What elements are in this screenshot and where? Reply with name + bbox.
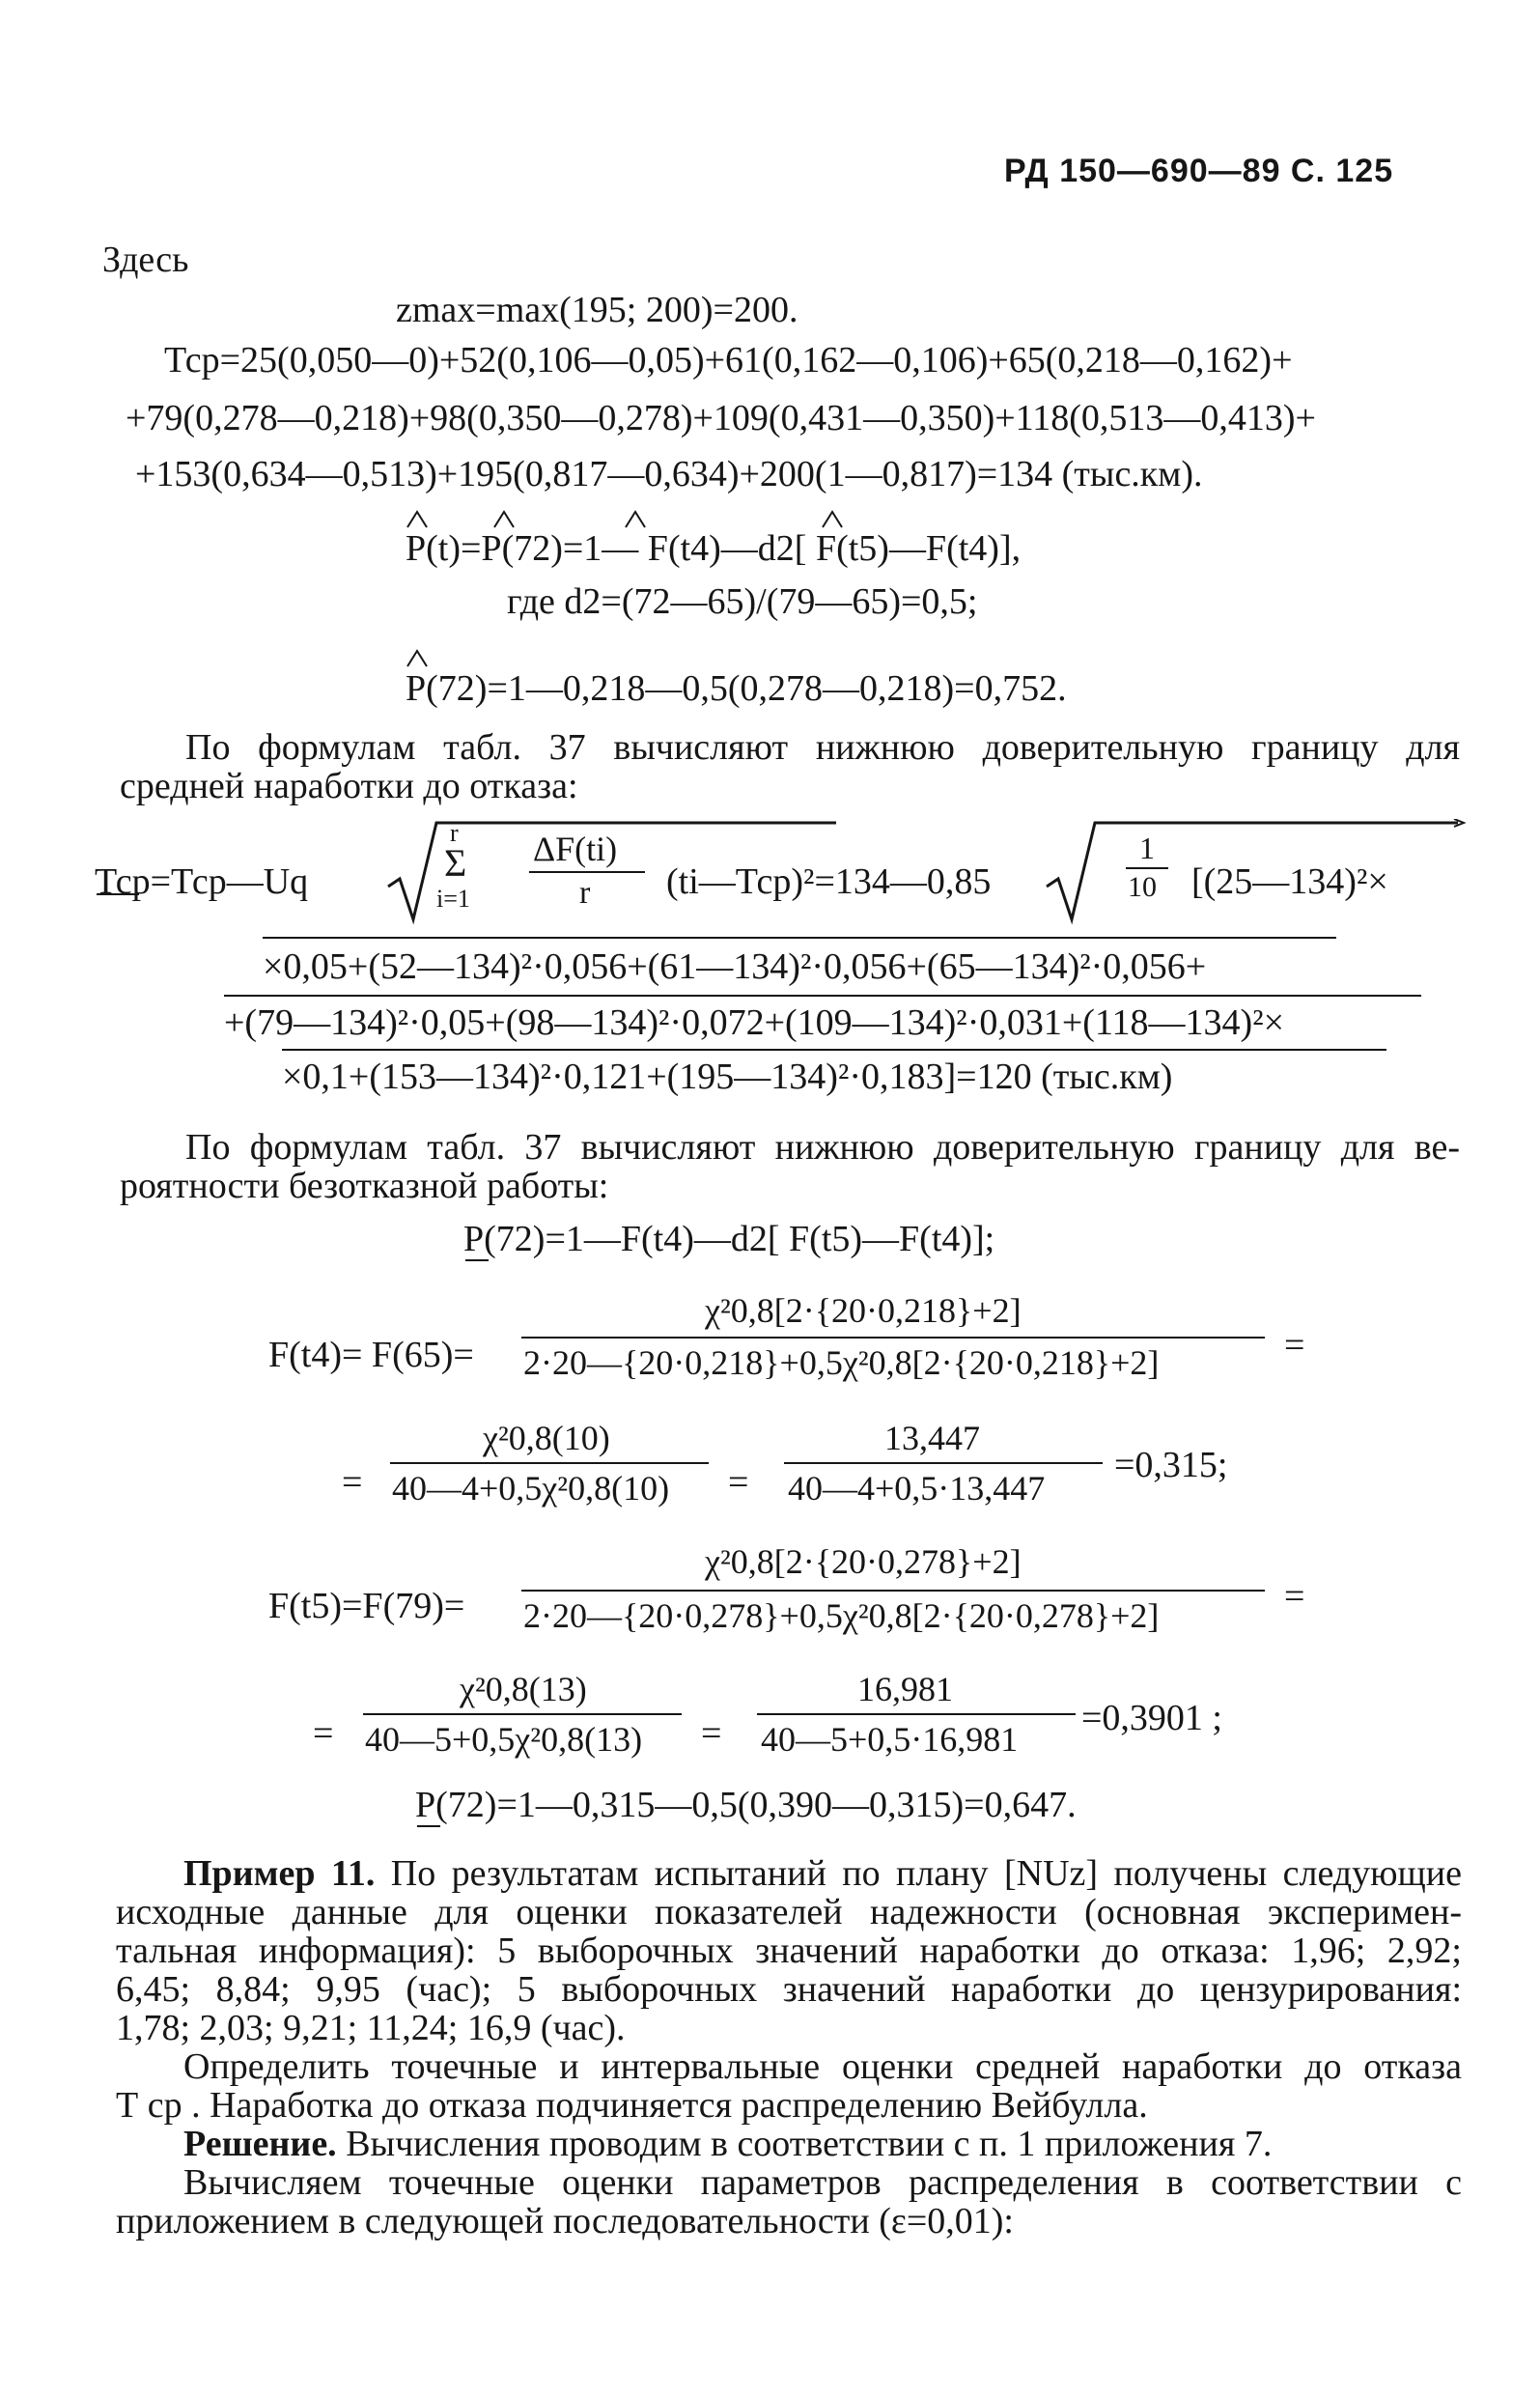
ft4-eq-3: = — [728, 1462, 749, 1503]
paragraph-line: 1,78; 2,03; 9,21; 11,24; 16,9 (час). — [116, 2008, 626, 2048]
underline-tcp — [97, 893, 139, 895]
formula-p72: P(72)=1—0,218—0,5(0,278—0,218)=0,752. — [406, 668, 1067, 709]
paragraph-line: По формулам табл. 37 вычисляют нижнюю доверительную границу для — [185, 727, 1460, 768]
ft4-c-denominator: 40—4+0,5·13,447 — [788, 1469, 1046, 1508]
paragraph-line: тальная информация): 5 выборочных значений наработки до отказа: 1,96; 2,92; — [116, 1931, 1462, 1971]
vinculum-row-3 — [224, 995, 1421, 997]
ft5-result: =0,3901 ; — [1081, 1698, 1222, 1738]
vinculum-row-4 — [282, 1049, 1386, 1051]
frac-numerator: ΔF(ti) — [533, 830, 618, 868]
paragraph-lower-bound-probability — [120, 1128, 1460, 1205]
paragraph-line: исходные данные для оценки показателей надежности (основная эксперимен- — [116, 1892, 1462, 1932]
ft5-eq-3: = — [701, 1713, 722, 1754]
formula-zmax: zmax=max(195; 200)=200. — [396, 290, 798, 330]
frac-denominator: r — [579, 875, 591, 911]
ft5-b-numerator: χ²0,8(13) — [460, 1670, 587, 1708]
underline-p — [465, 1259, 489, 1261]
hat-marks — [406, 508, 657, 529]
ft5-frac-bar — [521, 1590, 1265, 1592]
ft4-eq: = — [1284, 1325, 1305, 1366]
formula-tcp-line-1: Тср=25(0,050—0)+52(0,106—0,05)+61(0,162—0,106)+65(0,218—0,162)+ — [164, 340, 1293, 381]
paragraph-line: Определить точечные и интервальные оценки средней наработки до отказа — [183, 2046, 1462, 2087]
paragraph-line: Решение. Вычисления проводим в соответствии с п. 1 приложения 7. — [183, 2124, 1273, 2164]
prob-p72-result: P(72)=1—0,315—0,5(0,390—0,315)=0,647. — [415, 1785, 1077, 1825]
sum-lower-limit: i=1 — [436, 885, 470, 913]
paragraph-line: приложением в следующей последовательности (ε=0,01): — [116, 2201, 1014, 2241]
page-header: РД 150—690—89 С. 125 — [1004, 153, 1394, 189]
lower-bound-tail: [(25—134)²× — [1191, 861, 1388, 902]
lower-bound-mid: (ti—Тср)²=134—0,85 — [666, 861, 992, 902]
paragraph-line: Вычисляем точечные оценки параметров распределения в соответствии с — [183, 2162, 1462, 2203]
formula-tcp-line-3: +153(0,634—0,513)+195(0,817—0,634)+200(1—0,817)=134 (тыс.км). — [135, 454, 1203, 494]
paragraph-line: Пример 11. По результатам испытаний по плану [NUz] получены следующие — [183, 1853, 1462, 1894]
ft4-c-frac-bar — [784, 1462, 1103, 1464]
ft5-lhs: F(t5)=F(79)= — [268, 1586, 465, 1626]
hat-mark-p72 — [406, 647, 444, 668]
formula-d2: где d2=(72—65)/(79—65)=0,5; — [507, 581, 978, 622]
paragraph-line: Т ср . Наработка до отказа подчиняется распределению Вейбулла. — [116, 2085, 1148, 2126]
vinculum-row-2 — [263, 937, 1336, 939]
ft5-c-denominator: 40—5+0,5·16,981 — [761, 1720, 1019, 1759]
ft4-frac-bar — [521, 1337, 1265, 1339]
formula-p-t: P(t)=P(72)=1— F(t4)—d2[ F(t5)—F(t4)], — [406, 528, 1022, 569]
ft5-b-denominator: 40—5+0,5χ²0,8(13) — [365, 1720, 643, 1759]
ft5-eq: = — [1284, 1576, 1305, 1617]
ft4-b-frac-bar — [390, 1462, 709, 1464]
lower-bound-row-2: ×0,05+(52—134)²·0,056+(61—134)²·0,056+(65—134)²·0,056+ — [263, 946, 1207, 987]
ft5-c-numerator: 16,981 — [857, 1670, 953, 1708]
lower-bound-row-4: ×0,1+(153—134)²·0,121+(195—134)²·0,183]=120 (тыс.км) — [282, 1057, 1173, 1097]
paragraph-line: 6,45; 8,84; 9,95 (час); 5 выборочных значений наработки до цензурирования: — [116, 1969, 1462, 2010]
underline-p-2 — [417, 1825, 440, 1827]
paragraph-example-11 — [116, 1854, 1462, 2125]
prob-p72-line: P(72)=1—F(t4)—d2[ F(t5)—F(t4)]; — [463, 1219, 995, 1259]
solution-label: Решение. — [183, 2124, 337, 2164]
paragraph-line: По формулам табл. 37 вычисляют нижнюю доверительную границу для ве- — [185, 1127, 1460, 1168]
frac-one: 1 — [1139, 831, 1155, 865]
hat-mark-f5 — [821, 508, 859, 529]
ft4-b-denominator: 40—4+0,5χ²0,8(10) — [392, 1469, 670, 1508]
sum-upper-limit: r — [450, 819, 459, 847]
example-label: Пример 11. — [183, 1853, 376, 1894]
frac-bar — [529, 871, 645, 873]
ft4-lhs: F(t4)= F(65)= — [268, 1335, 474, 1375]
ft4-numerator: χ²0,8[2·{20·0,218}+2] — [705, 1291, 1022, 1330]
ft5-denominator: 2·20—{20·0,278}+0,5χ²0,8[2·{20·0,278}+2] — [523, 1596, 1160, 1635]
ft4-eq-2: = — [342, 1462, 363, 1503]
paragraph-line: роятности безотказной работы: — [120, 1166, 609, 1206]
ft5-eq-2: = — [313, 1713, 334, 1754]
ft4-result: =0,315; — [1114, 1445, 1228, 1485]
paragraph-solution — [116, 2125, 1462, 2241]
sum-sign: Σ — [444, 841, 467, 885]
ft4-c-numerator: 13,447 — [884, 1419, 980, 1457]
lower-bound-row-3: +(79—134)²·0,05+(98—134)²·0,072+(109—134)²·0,031+(118—134)²× — [224, 1002, 1285, 1043]
paragraph-lower-bound-mean — [120, 728, 1460, 805]
intro-label: Здесь — [102, 240, 189, 280]
frac-bar-2 — [1126, 867, 1168, 869]
paragraph-line: средней наработки до отказа: — [120, 766, 578, 806]
lower-bound-lhs: Тср=Тср—Uq — [95, 861, 309, 902]
ft4-b-numerator: χ²0,8(10) — [483, 1419, 610, 1457]
frac-ten: 10 — [1128, 871, 1157, 903]
ft4-denominator: 2·20—{20·0,218}+0,5χ²0,8[2·{20·0,218}+2] — [523, 1343, 1160, 1382]
ft5-c-frac-bar — [757, 1713, 1076, 1715]
formula-tcp-line-2: +79(0,278—0,218)+98(0,350—0,278)+109(0,431—0,350)+118(0,513—0,413)+ — [126, 398, 1316, 438]
ft5-numerator: χ²0,8[2·{20·0,278}+2] — [705, 1542, 1022, 1581]
ft5-b-frac-bar — [363, 1713, 682, 1715]
